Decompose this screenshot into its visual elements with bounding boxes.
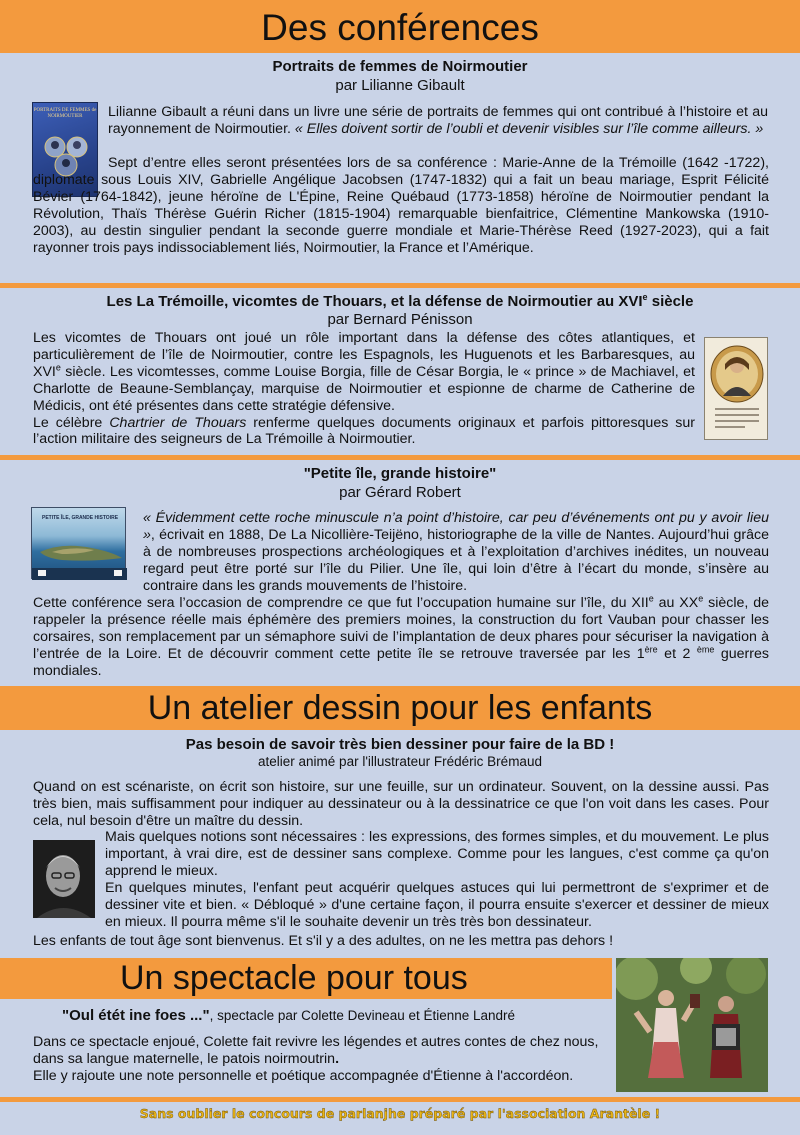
spectacle-paragraph-2: Elle y rajoute une note personnelle et poétique accompagnée d'Étienne à l'accordéon.: [33, 1068, 574, 1084]
conference-3-description: Cette conférence sera l’occasion de comprendre ce que fut l’occupation humaine sur l’île, du XIIe au XXe siècle, de rappeler la présence réelle mais éphémère des premiers moines, la construction du fort Vauban pour chasser les corsaires, son remplacement par un sémaphore suivi de l’implantation de deux phares pour sécuriser la navigation à l’entrée de la Loire. Et de découvrir comment cette petite île se retrouve traversée par les 1ère et 2 $^{ème}$ guerres mondiales.: [33, 593, 769, 679]
section-banner-conferences: [0, 0, 800, 53]
book-cover-island-title: PETITE ÎLE, GRANDE HISTOIRE: [42, 515, 119, 521]
section-heading-atelier: Un atelier dessin pour les enfants: [147, 689, 653, 727]
conference-1-text: [108, 104, 768, 138]
conference-2-title: Les La Trémoille, vicomtes de Thouars, et la défense de Noirmoutier au XVIe siècle: [106, 292, 694, 310]
atelier-speaker: atelier animé par l'illustrateur Frédéric Brémaud: [258, 754, 542, 769]
footer-note: Sans oublier le concours de parlanjhe préparé par l'association Arantèle !: [139, 1106, 661, 1121]
conference-1-intro: Lilianne Gibault a réuni dans un livre une série de portraits de femmes qui ont contribué à l’histoire et au rayonnement de Noirmoutier.: [108, 104, 768, 137]
atelier-paragraph-1: Quand on est scénariste, on écrit son histoire, sur une feuille, sur un ordinateur. Souvent, on la dessine aussi. Pas très bien, mais suffisamment pour indiquer au dessinateur ou à la dessinatrice ce que l'on voit dans les cases. Pour cela, nul besoin d'être un maître du dessin.: [33, 779, 769, 829]
spectacle-performers: , spectacle par Colette Devineau et Étienne Landré: [209, 1008, 516, 1023]
engraving-portrait: [704, 337, 768, 440]
section-banner-atelier: [0, 686, 800, 730]
atelier-paragraph-2: Mais quelques notions sont nécessaires : les expressions, des formes simples, et du mouvement. Le plus important, à vrai dire, est de dessiner sans complexe. Comme pour les langues, c'est comme ça qu'on apprend le mieux.: [105, 829, 769, 879]
illustrator-photo: [33, 840, 95, 918]
conference-2-title-sup: e: [642, 292, 648, 302]
chartrier-title: Chartrier de Thouars: [109, 414, 247, 431]
book-cover-island: [31, 507, 126, 579]
atelier-title: Pas besoin de savoir très bien dessiner pour faire de la BD !: [185, 736, 615, 753]
conference-2-text: Les vicomtes de Thouars ont joué un rôle important dans la défense des côtes atlantiques, et particulièrement de l’île de Noirmoutier, contre les Espagnols, les Huguenots et les Barbaresques, au XVIe siècle. Les vicomtesses, comme Louise Borgia, fille de César Borgia, le « prince » de Machiavel, et Charlotte de Beaune-Semblançay, marquise de Noirmoutier et espionne de charme de Catherine de Médicis, ont été présentes dans cette stratégie défensive. Le célèbre Chartrier de Thouars renferme quelques documents originaux et parfois pittoresques sur l’action militaire des seigneurs de La Trémoille à Noirmoutier.: [33, 330, 695, 448]
section-heading-spectacle: Un spectacle pour tous: [120, 959, 468, 997]
conference-3-speaker: par Gérard Robert: [339, 484, 461, 501]
atelier-paragraph-3: En quelques minutes, l'enfant peut acquérir quelques astuces qui lui permettront de s'exprimer et de dessiner vite et bien. « Débloqué » d'une certaine façon, il pourra ensuite s'exercer et dessiner de mieux en mieux. Il pourra même s'il le souhaite devenir un très très bon dessinateur.: [105, 880, 769, 930]
conference-1-title: Portraits de femmes de Noirmoutier: [272, 58, 528, 75]
conference-2-speaker: par Bernard Pénisson: [327, 311, 473, 328]
conference-3-quote: « Évidemment cette roche minuscule n’a point d’histoire, car peu d’événements ont pu y avoir lieu »: [143, 510, 769, 543]
spectacle-heading-line: [62, 1007, 622, 1024]
separator-footer: [0, 1097, 800, 1102]
conference-1-description: Sept d’entre elles seront présentées lors de sa conférence : Marie-Anne de la Trémoille (1642 -1722), diplomate sous Louis XIV, Gabrielle Angélique Jacobsen (1747-1832) qui a fait un beau mariage, Esprit Félicité Bévier (1764-1842), jeune héroïne de L'Épine, Reine Québaud (1773-1858) héroïne de Noirmoutier pendant la Révolution, Thaïs Thérèse Guérin Richer (1815-1904) remarquable bienfaitrice, Clémentine Mankowska (1910-2003), au destin singulier pendant la seconde guerre mondiale et Marie-Thérèse Reed (1927-2023), qui a fait rayonner trois pays indissociablement liés, Noirmoutier, la France et l’Amérique.: [33, 155, 769, 256]
island-illustration: [32, 508, 127, 580]
section-banner-spectacle: [0, 958, 612, 999]
conference-1-quote: « Elles doivent sortir de l’oubli et devenir visibles sur l’île comme ailleurs. »: [294, 120, 764, 137]
conference-1-speaker: par Lilianne Gibault: [335, 77, 465, 94]
performers-illustration: [616, 958, 768, 1092]
engraving-illustration: [705, 338, 769, 441]
separator-1: [0, 283, 800, 288]
spectacle-paragraph-1: Dans ce spectacle enjoué, Colette fait revivre les légendes et autres contes de chez nous, dans sa langue maternelle, le patois noirmoutrin.: [33, 1034, 599, 1067]
conference-3-text: « Évidemment cette roche minuscule n’a point d’histoire, car peu d’événements ont pu y avoir lieu », écrivait en 1888, De La Nicollière-Teijëno, historiographe de la ville de Nantes. Aujourd’hui grâce à de nombreuses prospections archéologiques et à l’exploitation d’archives inédites, un nouveau regard peut être porté sur l’île du Pilier. Une île, qui loin d’être à l’écart du monde, s’insère au contraire dans les grands mouvements de l’histoire.: [143, 510, 769, 594]
performers-photo: [616, 958, 768, 1092]
spectacle-title: "Oul étét ine foes ...": [62, 1007, 210, 1024]
section-heading-conferences: Des conférences: [261, 7, 539, 48]
conference-3-title: "Petite île, grande histoire": [303, 465, 497, 482]
atelier-paragraph-4: Les enfants de tout âge sont bienvenus. Et s'il y a des adultes, on ne les mettra pas dehors !: [33, 933, 614, 949]
illustrator-portrait: [33, 840, 95, 918]
separator-2: [0, 455, 800, 460]
book-cover-title: PORTRAITS DE FEMMES de NOIRMOUTIER: [33, 108, 97, 119]
